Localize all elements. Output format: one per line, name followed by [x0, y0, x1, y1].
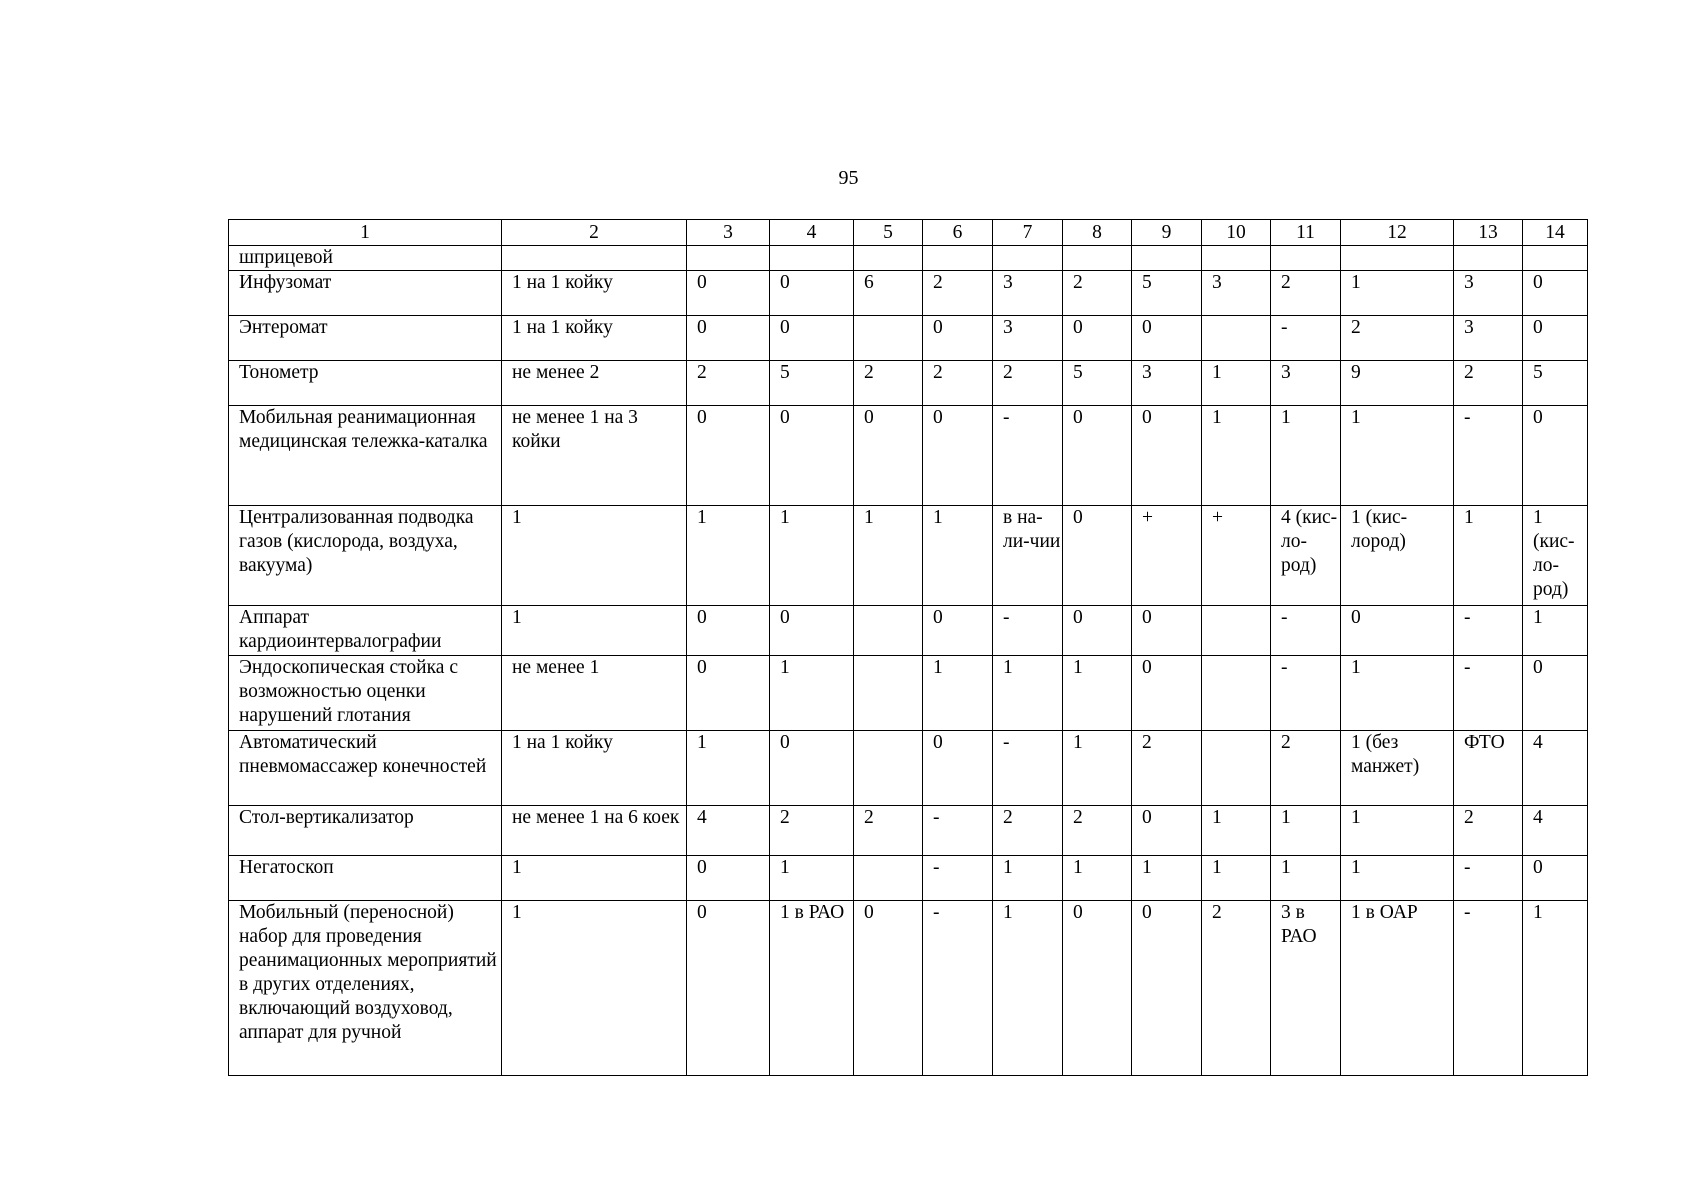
value-cell: 1: [993, 901, 1063, 1076]
value-cell: 2: [993, 806, 1063, 856]
value-cell: 2: [1063, 271, 1132, 316]
header-cell: 8: [1063, 220, 1132, 246]
value-cell: 1 (кис-ло-род): [1523, 506, 1588, 606]
value-cell: [770, 246, 854, 271]
value-cell: 0: [1523, 316, 1588, 361]
value-cell: 3: [1271, 361, 1341, 406]
value-cell: 1: [1341, 656, 1454, 731]
value-cell: [854, 856, 923, 901]
equipment-name-cell: Эндоскопическая стойка с возможностью оценки нарушений глотания: [229, 656, 502, 731]
value-cell: [1202, 606, 1271, 656]
value-cell: [1454, 246, 1523, 271]
header-cell: 4: [770, 220, 854, 246]
value-cell: 6: [854, 271, 923, 316]
value-cell: 4: [1523, 806, 1588, 856]
equipment-name-cell: Мобильный (переносной) набор для проведения реанимационных мероприятий в других отделениях, включающий воздуховод, аппарат для ручной: [229, 901, 502, 1076]
value-cell: 1 в РАО: [770, 901, 854, 1076]
value-cell: 0: [770, 406, 854, 506]
value-cell: -: [923, 806, 993, 856]
value-cell: 0: [854, 406, 923, 506]
equipment-name-cell: Стол-вертикализатор: [229, 806, 502, 856]
value-cell: 1 (кис-лород): [1341, 506, 1454, 606]
header-cell: 10: [1202, 220, 1271, 246]
header-cell: 7: [993, 220, 1063, 246]
value-cell: 1: [1341, 856, 1454, 901]
value-cell: 1: [1063, 731, 1132, 806]
value-cell: 4 (кис-ло-род): [1271, 506, 1341, 606]
value-cell: 1: [1454, 506, 1523, 606]
table-row: [229, 271, 1588, 316]
value-cell: [1202, 731, 1271, 806]
value-cell: 3: [993, 271, 1063, 316]
value-cell: 0: [1063, 506, 1132, 606]
value-cell: 2: [770, 806, 854, 856]
value-cell: -: [1454, 901, 1523, 1076]
value-cell: 9: [1341, 361, 1454, 406]
header-cell: 9: [1132, 220, 1202, 246]
value-cell: 1: [1341, 806, 1454, 856]
table-row: [229, 361, 1588, 406]
value-cell: 1: [854, 506, 923, 606]
value-cell: 1: [1271, 406, 1341, 506]
equipment-name-cell: Централизованная подводка газов (кислорода, воздуха, вакуума): [229, 506, 502, 606]
value-cell: 1: [1271, 806, 1341, 856]
value-cell: 0: [1132, 406, 1202, 506]
value-cell: [854, 731, 923, 806]
value-cell: 2: [854, 361, 923, 406]
value-cell: [993, 246, 1063, 271]
value-cell: [1202, 246, 1271, 271]
value-cell: [854, 316, 923, 361]
header-cell: 6: [923, 220, 993, 246]
value-cell: +: [1132, 506, 1202, 606]
value-cell: +: [1202, 506, 1271, 606]
value-cell: 2: [1063, 806, 1132, 856]
value-cell: 0: [854, 901, 923, 1076]
value-cell: [1341, 246, 1454, 271]
table-row: [229, 246, 1588, 271]
norm-cell: не менее 1 на 6 коек: [502, 806, 687, 856]
value-cell: [1523, 246, 1588, 271]
value-cell: 0: [1132, 606, 1202, 656]
value-cell: 0: [923, 406, 993, 506]
equipment-name-cell: Негатоскоп: [229, 856, 502, 901]
value-cell: -: [993, 606, 1063, 656]
value-cell: -: [1454, 856, 1523, 901]
value-cell: 1: [1202, 806, 1271, 856]
value-cell: [1202, 316, 1271, 361]
norm-cell: 1: [502, 506, 687, 606]
table-row: [229, 806, 1588, 856]
value-cell: 4: [687, 806, 770, 856]
value-cell: 1: [1341, 271, 1454, 316]
equipment-name-cell: Автоматический пневмомассажер конечностей: [229, 731, 502, 806]
value-cell: 0: [1063, 901, 1132, 1076]
value-cell: 0: [770, 316, 854, 361]
value-cell: 1: [1271, 856, 1341, 901]
norm-cell: [502, 246, 687, 271]
header-cell: 2: [502, 220, 687, 246]
value-cell: 2: [1271, 731, 1341, 806]
header-cell: 5: [854, 220, 923, 246]
header-cell: 11: [1271, 220, 1341, 246]
table-row: [229, 406, 1588, 506]
value-cell: 0: [770, 606, 854, 656]
norm-cell: не менее 2: [502, 361, 687, 406]
value-cell: 3: [1132, 361, 1202, 406]
value-cell: -: [993, 406, 1063, 506]
value-cell: 1: [1063, 656, 1132, 731]
value-cell: 1: [687, 731, 770, 806]
value-cell: 1: [923, 656, 993, 731]
norm-cell: не менее 1 на 3 койки: [502, 406, 687, 506]
header-cell: 13: [1454, 220, 1523, 246]
value-cell: 0: [1341, 606, 1454, 656]
value-cell: 2: [993, 361, 1063, 406]
table-body: [229, 246, 1588, 1076]
value-cell: 0: [1132, 901, 1202, 1076]
table-header-row: [229, 220, 1588, 246]
value-cell: -: [1454, 656, 1523, 731]
value-cell: 3: [1202, 271, 1271, 316]
value-cell: 1: [770, 656, 854, 731]
value-cell: 0: [1523, 656, 1588, 731]
value-cell: 0: [687, 271, 770, 316]
value-cell: -: [923, 856, 993, 901]
value-cell: [1132, 246, 1202, 271]
value-cell: 0: [1063, 606, 1132, 656]
norm-cell: 1 на 1 койку: [502, 271, 687, 316]
value-cell: в на-ли-чии: [993, 506, 1063, 606]
header-cell: 1: [229, 220, 502, 246]
table-row: [229, 901, 1588, 1076]
value-cell: 3: [1454, 316, 1523, 361]
value-cell: 1 в ОАР: [1341, 901, 1454, 1076]
equipment-name-cell: Мобильная реанимационная медицинская тележка-каталка: [229, 406, 502, 506]
value-cell: 3 в РАО: [1271, 901, 1341, 1076]
value-cell: [854, 606, 923, 656]
value-cell: 1: [1523, 606, 1588, 656]
value-cell: 0: [1132, 656, 1202, 731]
norm-cell: 1 на 1 койку: [502, 316, 687, 361]
value-cell: 2: [687, 361, 770, 406]
equipment-name-cell: шприцевой: [229, 246, 502, 271]
value-cell: 0: [770, 271, 854, 316]
value-cell: 2: [923, 361, 993, 406]
value-cell: -: [1271, 656, 1341, 731]
value-cell: [854, 656, 923, 731]
value-cell: 0: [687, 316, 770, 361]
value-cell: 2: [1271, 271, 1341, 316]
value-cell: 1: [1202, 406, 1271, 506]
value-cell: 1: [923, 506, 993, 606]
value-cell: 1: [1202, 856, 1271, 901]
value-cell: 0: [1132, 316, 1202, 361]
table-row: [229, 316, 1588, 361]
value-cell: 3: [1454, 271, 1523, 316]
value-cell: 2: [923, 271, 993, 316]
value-cell: 4: [1523, 731, 1588, 806]
value-cell: 0: [1523, 856, 1588, 901]
equipment-name-cell: Тонометр: [229, 361, 502, 406]
value-cell: 5: [1523, 361, 1588, 406]
value-cell: 1: [1341, 406, 1454, 506]
equipment-table: [228, 219, 1588, 1076]
value-cell: [1202, 656, 1271, 731]
value-cell: 1: [993, 856, 1063, 901]
value-cell: -: [923, 901, 993, 1076]
value-cell: 0: [923, 606, 993, 656]
table-row: [229, 506, 1588, 606]
value-cell: 1: [1063, 856, 1132, 901]
value-cell: 2: [1341, 316, 1454, 361]
header-cell: 14: [1523, 220, 1588, 246]
value-cell: [923, 246, 993, 271]
value-cell: 1: [1523, 901, 1588, 1076]
norm-cell: 1 на 1 койку: [502, 731, 687, 806]
value-cell: 0: [687, 656, 770, 731]
equipment-name-cell: Аппарат кардиоинтервалографии: [229, 606, 502, 656]
norm-cell: 1: [502, 606, 687, 656]
value-cell: 2: [854, 806, 923, 856]
value-cell: 2: [1454, 361, 1523, 406]
value-cell: ФТО: [1454, 731, 1523, 806]
norm-cell: 1: [502, 856, 687, 901]
table-row: [229, 856, 1588, 901]
value-cell: [1063, 246, 1132, 271]
value-cell: 0: [1063, 406, 1132, 506]
equipment-name-cell: Энтеромат: [229, 316, 502, 361]
value-cell: -: [1454, 606, 1523, 656]
value-cell: 0: [687, 901, 770, 1076]
equipment-name-cell: Инфузомат: [229, 271, 502, 316]
value-cell: 1: [770, 506, 854, 606]
value-cell: [1271, 246, 1341, 271]
value-cell: 0: [1523, 406, 1588, 506]
table-row: [229, 731, 1588, 806]
value-cell: 0: [687, 856, 770, 901]
value-cell: 5: [770, 361, 854, 406]
value-cell: 5: [1132, 271, 1202, 316]
value-cell: 1: [1202, 361, 1271, 406]
value-cell: 1: [687, 506, 770, 606]
page-number: 95: [838, 167, 859, 189]
value-cell: -: [1271, 606, 1341, 656]
norm-cell: 1: [502, 901, 687, 1076]
value-cell: 0: [687, 606, 770, 656]
value-cell: 2: [1132, 731, 1202, 806]
value-cell: 1: [993, 656, 1063, 731]
header-cell: 3: [687, 220, 770, 246]
value-cell: 0: [687, 406, 770, 506]
value-cell: 1 (без манжет): [1341, 731, 1454, 806]
value-cell: 0: [923, 316, 993, 361]
header-cell: 12: [1341, 220, 1454, 246]
value-cell: -: [1271, 316, 1341, 361]
value-cell: -: [993, 731, 1063, 806]
norm-cell: не менее 1: [502, 656, 687, 731]
value-cell: 0: [923, 731, 993, 806]
value-cell: 2: [1202, 901, 1271, 1076]
value-cell: 1: [1132, 856, 1202, 901]
value-cell: 0: [1132, 806, 1202, 856]
table-row: [229, 656, 1588, 731]
value-cell: [854, 246, 923, 271]
value-cell: 1: [770, 856, 854, 901]
value-cell: 0: [1523, 271, 1588, 316]
value-cell: -: [1454, 406, 1523, 506]
value-cell: 2: [1454, 806, 1523, 856]
table-row: [229, 606, 1588, 656]
value-cell: 5: [1063, 361, 1132, 406]
value-cell: 3: [993, 316, 1063, 361]
value-cell: 0: [1063, 316, 1132, 361]
value-cell: 0: [770, 731, 854, 806]
value-cell: [687, 246, 770, 271]
